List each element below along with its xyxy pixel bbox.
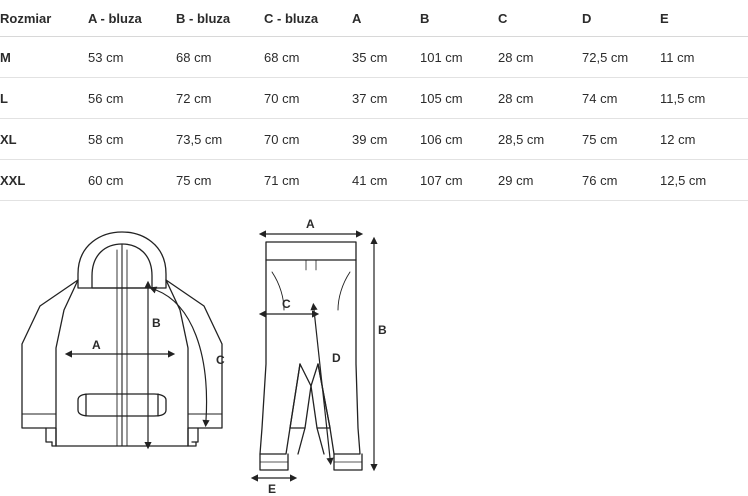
cell-c: 28,5 cm [498, 119, 582, 160]
cell-a: 41 cm [352, 160, 420, 201]
cell-e: 11 cm [660, 37, 748, 78]
table-row [0, 37, 748, 78]
hoodie-measurement-diagram [22, 232, 222, 446]
hoodie-label-a: A [92, 338, 101, 352]
pants-label-d: D [332, 351, 341, 365]
column-header-b: B [420, 0, 498, 37]
cell-d: 72,5 cm [582, 37, 660, 78]
cell-d: 76 cm [582, 160, 660, 201]
table-header-row [0, 0, 748, 37]
table-row [0, 78, 748, 119]
column-header-b-bluza: B - bluza [176, 0, 264, 37]
cell-e: 12,5 cm [660, 160, 748, 201]
cell-size: XXL [0, 160, 88, 201]
column-header-c-bluza: C - bluza [264, 0, 352, 37]
cell-c-bluza: 71 cm [264, 160, 352, 201]
column-header-a-bluza: A - bluza [88, 0, 176, 37]
table-row [0, 119, 748, 160]
cell-a: 37 cm [352, 78, 420, 119]
cell-d: 75 cm [582, 119, 660, 160]
cell-c-bluza: 68 cm [264, 37, 352, 78]
pants-dimension-d-line [314, 310, 330, 458]
cell-a-bluza: 56 cm [88, 78, 176, 119]
cell-b: 107 cm [420, 160, 498, 201]
column-header-c: C [498, 0, 582, 37]
cell-d: 74 cm [582, 78, 660, 119]
cell-c: 29 cm [498, 160, 582, 201]
size-table [0, 0, 748, 201]
pants-label-b: B [378, 323, 387, 337]
cell-b: 101 cm [420, 37, 498, 78]
cell-e: 12 cm [660, 119, 748, 160]
cell-c-bluza: 70 cm [264, 119, 352, 160]
hoodie-label-b: B [152, 316, 161, 330]
column-header-a: A [352, 0, 420, 37]
column-header-rozmiar: Rozmiar [0, 0, 88, 37]
cell-size: XL [0, 119, 88, 160]
hoodie-dimension-c-line [156, 290, 207, 420]
pants-label-c: C [282, 297, 291, 311]
cell-size: M [0, 37, 88, 78]
cell-b-bluza: 72 cm [176, 78, 264, 119]
pants-label-e: E [268, 482, 277, 496]
cell-c: 28 cm [498, 37, 582, 78]
column-header-d: D [582, 0, 660, 37]
cell-a: 35 cm [352, 37, 420, 78]
cell-b: 105 cm [420, 78, 498, 119]
cell-c-bluza: 70 cm [264, 78, 352, 119]
column-header-e: E [660, 0, 748, 37]
cell-size: L [0, 78, 88, 119]
table-header [0, 0, 748, 37]
cell-a: 39 cm [352, 119, 420, 160]
measurement-diagrams [0, 214, 748, 496]
cell-a-bluza: 58 cm [88, 119, 176, 160]
table-row [0, 160, 748, 201]
cell-c: 28 cm [498, 78, 582, 119]
cell-e: 11,5 cm [660, 78, 748, 119]
cell-b-bluza: 73,5 cm [176, 119, 264, 160]
hoodie-label-c: C [216, 353, 225, 367]
pants-measurement-diagram [260, 242, 362, 470]
cell-b: 106 cm [420, 119, 498, 160]
cell-b-bluza: 75 cm [176, 160, 264, 201]
cell-a-bluza: 53 cm [88, 37, 176, 78]
cell-b-bluza: 68 cm [176, 37, 264, 78]
table-body [0, 37, 748, 201]
cell-a-bluza: 60 cm [88, 160, 176, 201]
pants-label-a: A [306, 217, 315, 231]
